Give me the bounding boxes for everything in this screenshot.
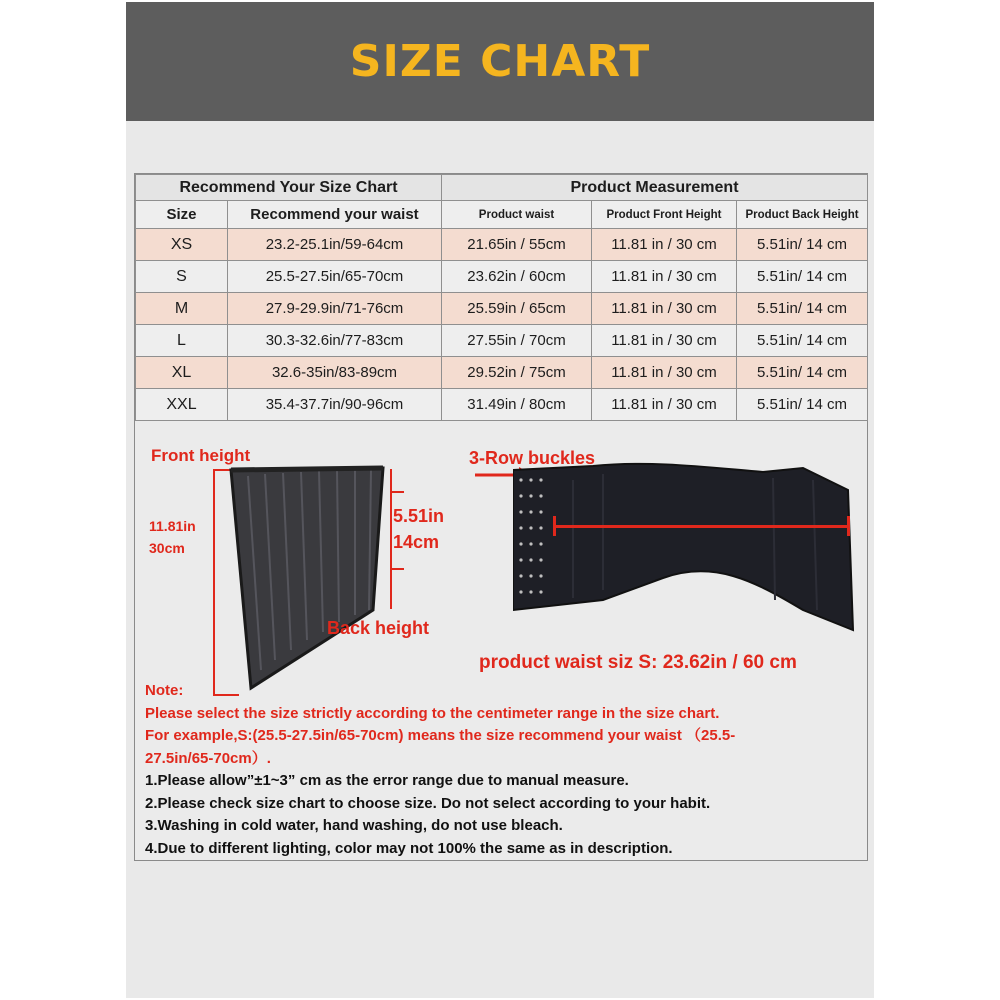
recommend-waist-cell: 27.9-29.9in/71-76cm <box>228 293 442 325</box>
column-header-front-height: Product Front Height <box>592 201 737 229</box>
note-red-line: 27.5in/65-70cm）. <box>145 749 271 767</box>
recommend-waist-cell: 25.5-27.5in/65-70cm <box>228 261 442 293</box>
table-row <box>136 325 868 357</box>
back-height-cell: 5.51in/ 14 cm <box>737 293 868 325</box>
size-table <box>135 174 868 421</box>
group-header-product: Product Measurement <box>442 175 868 201</box>
back-height-label: Back height <box>327 618 430 638</box>
product-waist-cell: 27.55in / 70cm <box>442 325 592 357</box>
buckles-label: 3-Row buckles <box>469 448 596 468</box>
back-height-cell: 5.51in/ 14 cm <box>737 389 868 421</box>
back-height-top-tick <box>390 491 404 493</box>
corset-front-image <box>223 460 393 696</box>
front-height-cm: 30cm <box>149 540 185 556</box>
note-red-line: Please select the size strictly according to the centimeter range in the size chart. <box>145 704 720 722</box>
size-cell: XS <box>136 229 228 261</box>
table-row <box>136 389 868 421</box>
waist-measure-left-tick <box>553 516 556 536</box>
product-waist-cell: 31.49in / 80cm <box>442 389 592 421</box>
recommend-waist-cell: 35.4-37.7in/90-96cm <box>228 389 442 421</box>
front-height-cell: 11.81 in / 30 cm <box>592 229 737 261</box>
front-height-inches: 11.81in <box>149 518 196 534</box>
header-banner <box>126 2 874 121</box>
note-line-2: 2.Please check size chart to choose size. Do not select according to your habit. <box>145 794 711 812</box>
front-height-cell: 11.81 in / 30 cm <box>592 293 737 325</box>
front-height-cell: 11.81 in / 30 cm <box>592 261 737 293</box>
recommend-waist-cell: 32.6-35in/83-89cm <box>228 357 442 389</box>
note-red-line: For example,S:(25.5-27.5in/65-70cm) means the size recommend your waist （25.5- <box>145 727 736 744</box>
size-cell: L <box>136 325 228 357</box>
product-waist-cell: 21.65in / 55cm <box>442 229 592 261</box>
column-header-product-waist: Product waist <box>442 201 592 229</box>
waist-measure-label: product waist siz S: 23.62in / 60 cm <box>479 652 797 673</box>
table-row <box>136 293 868 325</box>
back-height-cell: 5.51in/ 14 cm <box>737 261 868 293</box>
size-cell: M <box>136 293 228 325</box>
size-chart-sheet <box>134 173 868 861</box>
table-row <box>136 229 868 261</box>
size-cell: XXL <box>136 389 228 421</box>
product-waist-cell: 23.62in / 60cm <box>442 261 592 293</box>
notes-section <box>145 680 860 860</box>
front-height-label: Front height <box>151 446 251 465</box>
note-line-4: 4.Due to different lighting, color may not 100% the same as in description. <box>145 839 673 857</box>
banner-title: SIZE CHART <box>349 36 651 87</box>
front-diagram <box>135 424 465 694</box>
note-title: Note: <box>145 682 184 699</box>
waist-measure-right-tick <box>847 516 850 536</box>
back-height-bottom-tick <box>390 568 404 570</box>
back-height-cell: 5.51in/ 14 cm <box>737 357 868 389</box>
column-header-size: Size <box>136 201 228 229</box>
recommend-waist-cell: 30.3-32.6in/77-83cm <box>228 325 442 357</box>
front-height-indicator <box>213 469 215 696</box>
back-diagram <box>465 424 867 684</box>
table-row <box>136 357 868 389</box>
front-height-cell: 11.81 in / 30 cm <box>592 389 737 421</box>
front-height-cell: 11.81 in / 30 cm <box>592 357 737 389</box>
note-line-1: 1.Please allow”±1~3” cm as the error range due to manual measure. <box>145 772 629 789</box>
size-chart-page <box>126 2 874 998</box>
size-cell: S <box>136 261 228 293</box>
product-waist-cell: 29.52in / 75cm <box>442 357 592 389</box>
note-line-3: 3.Washing in cold water, hand washing, do not use bleach. <box>145 817 563 834</box>
corset-back-image <box>513 460 863 640</box>
back-height-inches: 5.51in <box>393 506 445 526</box>
waist-measure-line <box>553 525 849 528</box>
size-cell: XL <box>136 357 228 389</box>
product-waist-cell: 25.59in / 65cm <box>442 293 592 325</box>
recommend-waist-cell: 23.2-25.1in/59-64cm <box>228 229 442 261</box>
back-height-cell: 5.51in/ 14 cm <box>737 325 868 357</box>
back-height-cm: 14cm <box>393 532 440 552</box>
back-height-indicator <box>390 469 392 609</box>
group-header-recommend: Recommend Your Size Chart <box>136 175 442 201</box>
table-row <box>136 261 868 293</box>
back-height-cell: 5.51in/ 14 cm <box>737 229 868 261</box>
table-body <box>136 229 868 421</box>
column-header-back-height: Product Back Height <box>737 201 868 229</box>
front-height-cell: 11.81 in / 30 cm <box>592 325 737 357</box>
column-header-recommend-waist: Recommend your waist <box>228 201 442 229</box>
